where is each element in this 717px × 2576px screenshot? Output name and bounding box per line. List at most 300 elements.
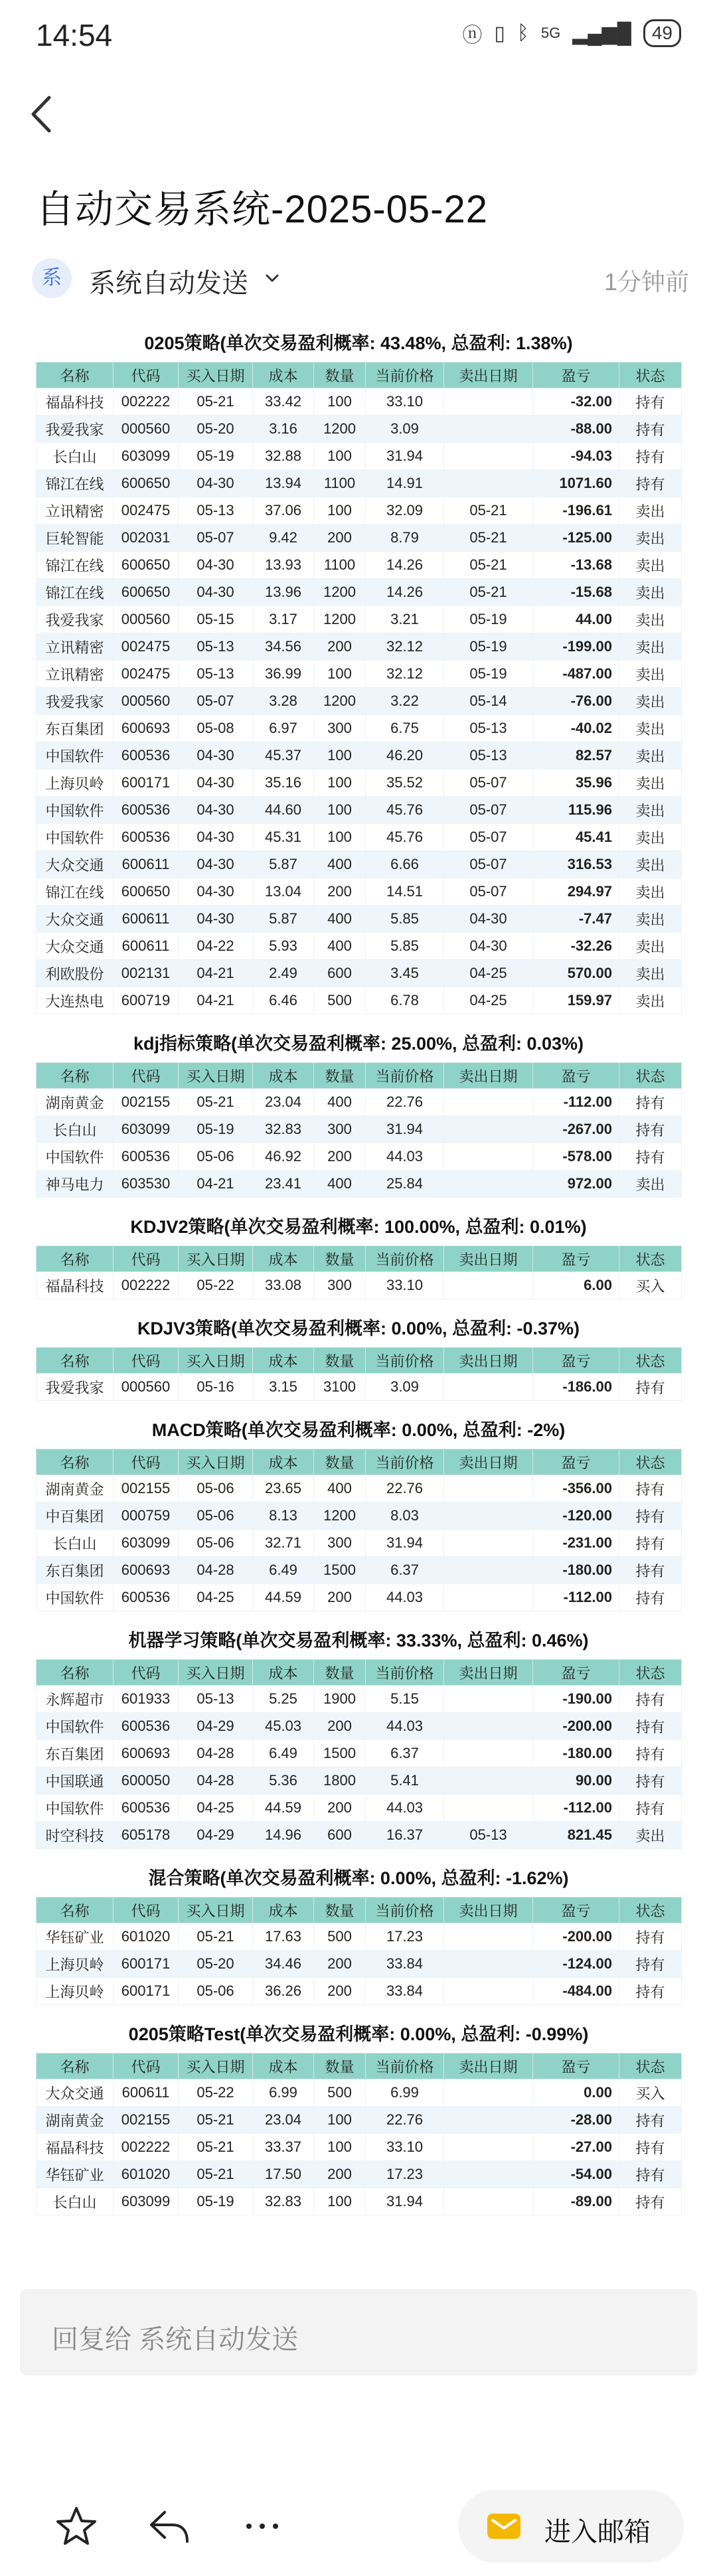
column-header: 成本 (253, 2053, 314, 2079)
table-cell: 05-20 (179, 1951, 253, 1978)
table-cell: 04-30 (179, 579, 253, 606)
table-cell: 04-28 (179, 1740, 253, 1767)
table-cell: 卖出 (619, 742, 682, 769)
table-cell: 100 (314, 742, 366, 769)
strategy-title: KDJV2策略(单次交易盈利概率: 100.00%, 总盈利: 0.01%) (130, 1217, 587, 1237)
table-cell: 8.13 (253, 1502, 314, 1530)
table-cell: 持有 (619, 1374, 682, 1401)
column-header: 当前价格 (366, 1660, 444, 1686)
table-cell: 14.26 (366, 552, 444, 579)
table-row (37, 1272, 682, 1299)
table-cell: 13.93 (253, 552, 314, 579)
table-cell: 3100 (314, 1374, 366, 1401)
nfc-icon: ⓝ (462, 25, 483, 46)
column-header: 成本 (253, 1449, 314, 1475)
table-cell: 159.97 (533, 987, 619, 1014)
table-cell (444, 443, 533, 470)
table-cell: 14.26 (366, 579, 444, 606)
table-cell: 821.45 (533, 1822, 619, 1849)
column-header: 盈亏 (533, 1897, 619, 1923)
table-cell: 45.76 (366, 797, 444, 824)
table-cell: 32.71 (253, 1530, 314, 1557)
table-cell: 卖出 (619, 824, 682, 851)
table-row (37, 742, 682, 769)
table-cell: 持有 (619, 470, 682, 497)
sender-row[interactable] (32, 256, 689, 302)
table-cell: 100 (314, 443, 366, 470)
table-header-row (37, 1449, 682, 1475)
table-cell: -356.00 (533, 1475, 619, 1502)
table-cell: -196.61 (533, 497, 619, 524)
table-cell: 600650 (114, 470, 179, 497)
table-cell: 9.42 (253, 524, 314, 552)
column-header: 卖出日期 (444, 1348, 533, 1374)
table-row (37, 1374, 682, 1401)
column-header: 买入日期 (179, 1348, 253, 1374)
table-cell: -32.26 (533, 933, 619, 960)
table-cell: 90.00 (533, 1767, 619, 1795)
table-cell: 6.37 (366, 1740, 444, 1767)
column-header: 数量 (314, 1246, 366, 1272)
column-header: 当前价格 (366, 1246, 444, 1272)
avatar: 系 (32, 258, 72, 298)
table-cell: 长白山 (37, 2188, 114, 2215)
column-header: 买入日期 (179, 1449, 253, 1475)
table-cell: 33.37 (253, 2134, 314, 2161)
table-cell: 东百集团 (37, 1740, 114, 1767)
table-cell: 000560 (114, 606, 179, 633)
table-cell: 32.12 (366, 633, 444, 661)
column-header: 名称 (37, 1246, 114, 1272)
reply-input[interactable] (20, 2289, 697, 2375)
status-bar (0, 0, 717, 73)
table-cell: 002131 (114, 960, 179, 987)
column-header: 名称 (37, 2053, 114, 2079)
table-cell: 04-30 (179, 797, 253, 824)
table-cell: 上海贝岭 (37, 769, 114, 797)
table-cell: -578.00 (533, 1143, 619, 1170)
column-header: 卖出日期 (444, 1063, 533, 1089)
table-row (37, 1978, 682, 2005)
table-cell: 中国软件 (37, 824, 114, 851)
table-cell (444, 1374, 533, 1401)
table-cell: 31.94 (366, 1530, 444, 1557)
table-cell: 6.46 (253, 987, 314, 1014)
table-cell: 1100 (314, 552, 366, 579)
table-cell: 300 (314, 1530, 366, 1557)
table-cell: 3.22 (366, 688, 444, 715)
table-cell: 600050 (114, 1767, 179, 1795)
table-cell: 300 (314, 1272, 366, 1299)
table-cell: 600536 (114, 742, 179, 769)
table-cell: -186.00 (533, 1374, 619, 1401)
column-header: 买入日期 (179, 1660, 253, 1686)
table-row (37, 1502, 682, 1530)
table-cell: 05-21 (444, 497, 533, 524)
table-cell: 卖出 (619, 1170, 682, 1198)
mail-icon (486, 2508, 522, 2544)
table-cell: 05-19 (179, 2188, 253, 2215)
table-cell: 05-21 (179, 2107, 253, 2134)
table-cell: 卖出 (619, 579, 682, 606)
table-cell: 04-30 (179, 906, 253, 933)
table-cell: 500 (314, 987, 366, 1014)
table-cell: 200 (314, 1584, 366, 1611)
table-cell: 福晶科技 (37, 1272, 114, 1299)
table-cell: 002155 (114, 1475, 179, 1502)
table-cell: 002475 (114, 497, 179, 524)
table-cell (444, 1713, 533, 1740)
table-cell: 东百集团 (37, 1557, 114, 1584)
table-cell: 04-22 (179, 933, 253, 960)
table-row (37, 524, 682, 552)
table-cell (444, 1740, 533, 1767)
table-cell: 6.97 (253, 715, 314, 742)
column-header: 盈亏 (533, 362, 619, 388)
table-cell: 002475 (114, 633, 179, 661)
table-cell: 持有 (619, 2107, 682, 2134)
table-row (37, 1951, 682, 1978)
table-cell (444, 1923, 533, 1951)
table-row (37, 1170, 682, 1198)
table-row (37, 579, 682, 606)
table-cell: 002475 (114, 661, 179, 688)
table-cell: 32.12 (366, 661, 444, 688)
table-cell: 1200 (314, 1502, 366, 1530)
table-cell: 45.31 (253, 824, 314, 851)
table-cell (444, 470, 533, 497)
table-cell: -88.00 (533, 416, 619, 443)
table-row (37, 2161, 682, 2188)
column-header: 状态 (619, 1063, 682, 1089)
back-button[interactable] (23, 88, 62, 141)
trade-table (36, 362, 682, 1014)
strategy-section (36, 1415, 681, 1611)
trade-table (36, 1897, 682, 2005)
column-header: 卖出日期 (444, 1897, 533, 1923)
star-icon[interactable] (53, 2503, 100, 2549)
column-header: 成本 (253, 1246, 314, 1272)
table-cell: 我爱我家 (37, 606, 114, 633)
table-cell: 卖出 (619, 552, 682, 579)
table-cell: 115.96 (533, 797, 619, 824)
table-cell: 33.08 (253, 1272, 314, 1299)
table-cell: 持有 (619, 388, 682, 416)
table-cell: 600693 (114, 1740, 179, 1767)
table-cell: 31.94 (366, 2188, 444, 2215)
table-cell: 持有 (619, 1584, 682, 1611)
strategy-title: 混合策略(单次交易盈利概率: 0.00%, 总盈利: -1.62%) (148, 1868, 569, 1888)
table-cell: 44.00 (533, 606, 619, 633)
table-cell: 持有 (619, 1767, 682, 1795)
table-cell: 中国软件 (37, 797, 114, 824)
table-cell: 05-14 (444, 688, 533, 715)
table-cell: -125.00 (533, 524, 619, 552)
column-header: 当前价格 (366, 1063, 444, 1089)
table-cell: 44.03 (366, 1584, 444, 1611)
table-cell: 巨轮智能 (37, 524, 114, 552)
signal-icon: ▂▄▆█ (572, 22, 631, 44)
table-cell: 200 (314, 1951, 366, 1978)
table-cell: 04-30 (179, 742, 253, 769)
table-cell: 立讯精密 (37, 497, 114, 524)
column-header: 数量 (314, 1897, 366, 1923)
table-cell: 05-19 (444, 606, 533, 633)
table-cell: 湖南黄金 (37, 1089, 114, 1116)
table-cell: 持有 (619, 1713, 682, 1740)
table-cell: 100 (314, 497, 366, 524)
table-cell: 22.76 (366, 1475, 444, 1502)
table-cell: 570.00 (533, 960, 619, 987)
column-header: 卖出日期 (444, 1660, 533, 1686)
table-cell: 05-16 (179, 1374, 253, 1401)
table-cell: 200 (314, 2161, 366, 2188)
table-cell: 3.17 (253, 606, 314, 633)
table-cell: -89.00 (533, 2188, 619, 2215)
table-cell: 600650 (114, 552, 179, 579)
table-cell: 04-30 (179, 878, 253, 906)
table-row (37, 1475, 682, 1502)
table-cell: 长白山 (37, 1530, 114, 1557)
table-cell: 601020 (114, 1923, 179, 1951)
table-cell: 35.96 (533, 769, 619, 797)
table-cell: 1900 (314, 1686, 366, 1713)
table-cell: 持有 (619, 1502, 682, 1530)
table-cell: 持有 (619, 2161, 682, 2188)
trade-table (36, 1246, 682, 1299)
column-header: 盈亏 (533, 1063, 619, 1089)
table-cell: 600611 (114, 851, 179, 878)
table-cell: 3.09 (366, 1374, 444, 1401)
table-cell: 05-07 (179, 524, 253, 552)
table-row (37, 606, 682, 633)
table-cell (444, 2107, 533, 2134)
column-header: 买入日期 (179, 1246, 253, 1272)
table-cell: 持有 (619, 1923, 682, 1951)
table-cell: 14.96 (253, 1822, 314, 1849)
table-row (37, 797, 682, 824)
column-header: 数量 (314, 1660, 366, 1686)
table-cell: 200 (314, 1713, 366, 1740)
table-cell: 05-21 (179, 388, 253, 416)
table-cell: 36.26 (253, 1978, 314, 2005)
table-cell: 316.53 (533, 851, 619, 878)
table-header-row (37, 1348, 682, 1374)
table-cell: 5.25 (253, 1686, 314, 1713)
table-cell: 5.15 (366, 1686, 444, 1713)
trade-table (36, 1659, 682, 1849)
table-cell: -76.00 (533, 688, 619, 715)
table-cell: 972.00 (533, 1170, 619, 1198)
table-cell: 04-30 (179, 824, 253, 851)
table-cell: 湖南黄金 (37, 2107, 114, 2134)
table-cell: -180.00 (533, 1740, 619, 1767)
column-header: 名称 (37, 1063, 114, 1089)
table-cell: 卖出 (619, 1822, 682, 1849)
table-cell: 23.65 (253, 1475, 314, 1502)
table-cell: 16.37 (366, 1822, 444, 1849)
table-cell: 32.83 (253, 1116, 314, 1143)
table-cell: 05-07 (444, 797, 533, 824)
column-header: 数量 (314, 362, 366, 388)
table-cell: 500 (314, 2079, 366, 2107)
table-cell: 05-13 (444, 742, 533, 769)
table-cell: 1200 (314, 606, 366, 633)
column-header: 成本 (253, 1660, 314, 1686)
table-cell: 华钰矿业 (37, 2161, 114, 2188)
table-cell: 13.04 (253, 878, 314, 906)
table-cell: 600611 (114, 906, 179, 933)
table-cell: 32.88 (253, 443, 314, 470)
table-cell: 45.37 (253, 742, 314, 769)
column-header: 数量 (314, 1449, 366, 1475)
table-cell: 100 (314, 824, 366, 851)
table-row (37, 552, 682, 579)
table-cell (444, 1502, 533, 1530)
table-cell: 6.66 (366, 851, 444, 878)
table-cell: 我爱我家 (37, 416, 114, 443)
strategy-section (36, 1212, 681, 1299)
table-cell: 200 (314, 1795, 366, 1822)
table-row (37, 960, 682, 987)
table-cell: 002222 (114, 1272, 179, 1299)
table-cell: 卖出 (619, 960, 682, 987)
table-cell: 400 (314, 1089, 366, 1116)
table-cell: 利欧股份 (37, 960, 114, 987)
table-cell: 2.49 (253, 960, 314, 987)
table-cell: 17.23 (366, 1923, 444, 1951)
table-cell: 400 (314, 933, 366, 960)
table-cell (444, 1978, 533, 2005)
table-cell: 中国软件 (37, 1143, 114, 1170)
column-header: 盈亏 (533, 1246, 619, 1272)
open-mailbox-button[interactable] (458, 2490, 684, 2563)
status-time: 14:54 (36, 18, 113, 52)
table-cell (444, 1584, 533, 1611)
chevron-down-icon[interactable] (262, 268, 283, 289)
table-cell: 立讯精密 (37, 661, 114, 688)
table-cell: 600693 (114, 1557, 179, 1584)
table-cell: -487.00 (533, 661, 619, 688)
table-cell: 卖出 (619, 906, 682, 933)
table-cell: 1200 (314, 688, 366, 715)
column-header: 盈亏 (533, 1660, 619, 1686)
table-cell: 0.00 (533, 2079, 619, 2107)
table-cell: 600 (314, 1822, 366, 1849)
column-header: 成本 (253, 1063, 314, 1089)
table-cell: 05-06 (179, 1978, 253, 2005)
table-cell: 44.60 (253, 797, 314, 824)
table-cell: 300 (314, 715, 366, 742)
table-cell: 05-13 (444, 715, 533, 742)
table-cell: 6.49 (253, 1740, 314, 1767)
column-header: 状态 (619, 1660, 682, 1686)
table-row (37, 1923, 682, 1951)
table-cell (444, 1767, 533, 1795)
table-cell: 1071.60 (533, 470, 619, 497)
table-cell: 3.21 (366, 606, 444, 633)
table-cell: 持有 (619, 1475, 682, 1502)
table-row (37, 987, 682, 1014)
table-row (37, 1740, 682, 1767)
table-cell (444, 1170, 533, 1198)
table-cell: 6.99 (253, 2079, 314, 2107)
table-cell: 05-21 (179, 1923, 253, 1951)
column-header: 状态 (619, 1348, 682, 1374)
table-cell: 31.94 (366, 1116, 444, 1143)
table-cell: 23.04 (253, 1089, 314, 1116)
table-cell: 45.76 (366, 824, 444, 851)
column-header: 盈亏 (533, 2053, 619, 2079)
table-cell: -112.00 (533, 1089, 619, 1116)
table-cell: 200 (314, 1143, 366, 1170)
column-header: 代码 (114, 1449, 179, 1475)
table-row (37, 769, 682, 797)
reply-icon[interactable] (146, 2503, 193, 2549)
table-cell: 05-07 (444, 769, 533, 797)
table-cell: 05-19 (179, 443, 253, 470)
table-cell (444, 1530, 533, 1557)
table-cell: 200 (314, 633, 366, 661)
table-cell: 600611 (114, 933, 179, 960)
table-cell: 05-19 (444, 633, 533, 661)
table-cell: 05-06 (179, 1475, 253, 1502)
table-cell: 6.49 (253, 1557, 314, 1584)
table-cell: 44.03 (366, 1795, 444, 1822)
table-cell: 82.57 (533, 742, 619, 769)
table-cell: 福晶科技 (37, 2134, 114, 2161)
table-cell: -27.00 (533, 2134, 619, 2161)
table-cell: 卖出 (619, 633, 682, 661)
table-cell: 05-21 (179, 2134, 253, 2161)
table-cell: 100 (314, 661, 366, 688)
column-header: 卖出日期 (444, 1246, 533, 1272)
column-header: 买入日期 (179, 362, 253, 388)
table-cell: 中国联通 (37, 1767, 114, 1795)
more-icon[interactable] (239, 2503, 285, 2549)
table-cell: 3.09 (366, 416, 444, 443)
table-cell: 持有 (619, 1795, 682, 1822)
table-cell: 5.85 (366, 933, 444, 960)
table-cell: 600536 (114, 1713, 179, 1740)
table-cell: 东百集团 (37, 715, 114, 742)
table-cell: 卖出 (619, 688, 682, 715)
table-cell: 6.78 (366, 987, 444, 1014)
table-cell: 05-22 (179, 1272, 253, 1299)
column-header: 状态 (619, 362, 682, 388)
table-cell: 5.41 (366, 1767, 444, 1795)
table-cell: 605178 (114, 1822, 179, 1849)
table-cell (444, 2079, 533, 2107)
table-cell: -267.00 (533, 1116, 619, 1143)
column-header: 当前价格 (366, 362, 444, 388)
strategy-section (36, 1626, 681, 1849)
table-cell: 13.96 (253, 579, 314, 606)
table-cell: 华钰矿业 (37, 1923, 114, 1951)
table-cell: 603099 (114, 1116, 179, 1143)
table-cell: 04-30 (179, 769, 253, 797)
table-header-row (37, 362, 682, 388)
table-cell: 22.76 (366, 2107, 444, 2134)
table-cell: 44.03 (366, 1143, 444, 1170)
strategy-title: 0205策略(单次交易盈利概率: 43.48%, 总盈利: 1.38%) (144, 333, 573, 353)
table-cell: 33.84 (366, 1978, 444, 2005)
open-mailbox-label: 进入邮箱 (544, 2518, 651, 2547)
table-cell: 中国软件 (37, 1795, 114, 1822)
column-header: 当前价格 (366, 1449, 444, 1475)
table-cell: 持有 (619, 1686, 682, 1713)
table-cell: 04-29 (179, 1822, 253, 1849)
